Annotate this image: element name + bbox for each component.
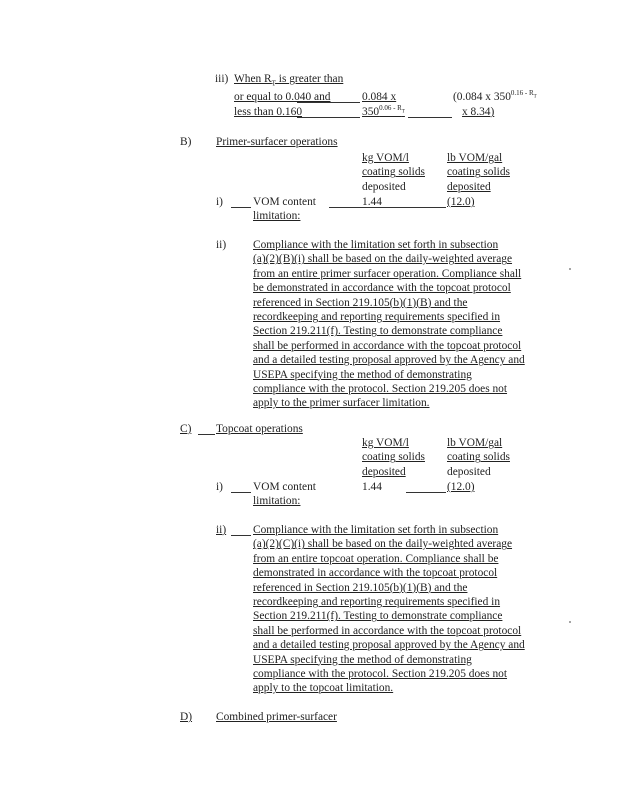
section-c-item-ii-paragraph: Compliance with the limitation set forth in subsection (a)(2)(C)(i) shall be based on the daily-weighted average from an entire topcoat operation. Compliance shall be demonstrated in accordance with the topcoat protocol referenced in Section 219.105(b)(1)(B) and the recordkeeping and reporting requirements specified in Section 219.211(f). Testing to demonstrate compliance shall be performed in accordance with the topcoat protocol and a detailed testing proposal approved by the Agency and USEPA specifying the method of demonstrating compliance with the protocol. Section 219.205 does not apply to the topcoat limitation. xyxy=(253,524,525,695)
section-b-header-kg: kg VOM/l coating solids deposited xyxy=(362,152,425,193)
item-iii-rule-1 xyxy=(297,102,360,103)
section-b-item-ii-marker: ii) xyxy=(216,239,227,251)
section-b-item-i-value-rule xyxy=(329,207,446,208)
section-d-title: Combined primer-surfacer xyxy=(216,711,337,723)
section-c-item-ii-lead-rule xyxy=(231,535,251,536)
scan-speck xyxy=(569,621,571,623)
section-c-header-lb: lb VOM/gal coating solids deposited xyxy=(447,437,510,478)
section-c-item-i-kg-value: 1.44 xyxy=(362,481,382,493)
section-b-header-lb: lb VOM/gal coating solids deposited xyxy=(447,152,510,193)
section-c-item-i-label2: limitation: xyxy=(253,495,301,507)
section-b-item-ii-paragraph: Compliance with the limitation set forth in subsection (a)(2)(B)(i) shall be based on the daily-weighted average from an entire primer surfacer operation. Compliance shall be demonstrated in accordance with the topcoat protocol referenced in Section 219.105(b)(1)(B) and the recordkeeping and reporting requirements specified in Section 219.211(f). Testing to demonstrate compliance shall be performed in accordance with the topcoat protocol and a detailed testing proposal approved by the Agency and USEPA specifying the method of demonstrating compliance with the protocol. Section 219.205 does not apply to the primer surfacer limitation. xyxy=(253,239,525,410)
scan-speck xyxy=(569,268,571,270)
item-iii-rule-2 xyxy=(297,117,360,118)
item-iii-condition-line1: When $R_T$ is greater than xyxy=(234,73,344,88)
section-c-item-i-lb-value: (12.0) xyxy=(447,481,475,493)
section-b-item-i-label: VOM content xyxy=(253,196,316,208)
item-iii-formula-kg-line1: 0.084 x xyxy=(362,91,397,103)
item-iii-condition-line2: or equal to 0.040 and xyxy=(234,91,331,103)
section-b-item-i-label2: limitation: xyxy=(253,210,301,222)
section-c-item-i-marker: i) xyxy=(216,481,223,493)
item-iii-rule-3 xyxy=(408,117,452,118)
section-d-letter: D) xyxy=(180,711,193,723)
section-b-item-i-lead-rule xyxy=(231,207,251,208)
item-iii-condition-line3: less than 0.160 xyxy=(234,106,303,118)
item-iii-formula-lb-line1: (0.084 x $350^{0.16 - R_T}$ xyxy=(453,89,537,103)
section-b-letter: B) xyxy=(180,136,192,148)
section-b-item-i-kg-value: 1.44 xyxy=(362,196,382,208)
section-c-title: Topcoat operations xyxy=(216,423,303,435)
section-c-item-i-label: VOM content xyxy=(253,481,316,493)
item-iii-formula-kg-line2: $350^{0.06 - R_T}$ xyxy=(362,104,405,118)
section-b-item-i-marker: i) xyxy=(216,196,223,208)
section-c-item-i-value-rule xyxy=(406,492,446,493)
section-c-item-i-lead-rule xyxy=(231,492,251,493)
section-c-lead-rule xyxy=(198,434,215,435)
item-iii-marker: iii) xyxy=(215,73,229,85)
item-iii-formula-lb-line2: x 8.34) xyxy=(462,106,495,118)
section-c-item-ii-marker: ii) xyxy=(216,524,227,536)
section-c-header-kg: kg VOM/l coating solids deposited xyxy=(362,437,425,478)
section-b-title: Primer-surfacer operations xyxy=(216,136,338,148)
section-c-letter: C) xyxy=(180,423,192,435)
section-b-item-i-lb-value: (12.0) xyxy=(447,196,475,208)
